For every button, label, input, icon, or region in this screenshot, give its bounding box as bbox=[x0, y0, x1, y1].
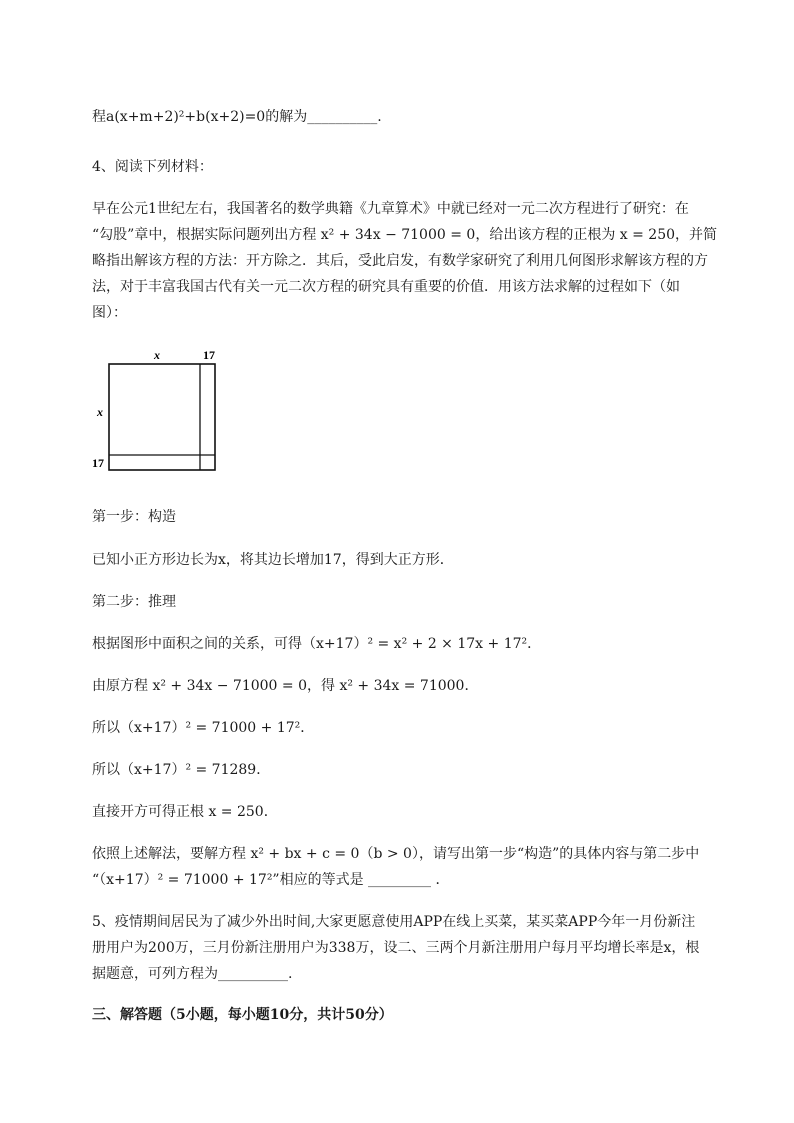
question-5-line-1: 5、疫情期间居民为了减少外出时间,大家更愿意使用APP在线上买菜，某买菜APP今年一月份新注 bbox=[92, 914, 696, 930]
step-2-therefore-1: 所以（x+17）² = 71000 + 17²． bbox=[92, 720, 315, 736]
question-4-task-line-1: 依照上述解法，要解方程 x² + bx + c = 0（b > 0），请写出第一步“构造”的具体内容与第二步中 bbox=[92, 846, 700, 862]
question-5-line-3: 据题意，可列方程为__________. bbox=[92, 966, 293, 982]
step-1-heading: 第一步：构造 bbox=[92, 509, 176, 525]
step-2-original-equation: 由原方程 x² + 34x − 71000 = 0，得 x² + 34x = 71000． bbox=[92, 678, 479, 694]
square-diagram bbox=[92, 345, 232, 475]
question-4-task-line-2: “（x+17）² = 71000 + 17²”相应的等式是 _________ ． bbox=[92, 872, 450, 888]
big-square-outline bbox=[109, 364, 215, 470]
label-top-17: 17 bbox=[203, 348, 215, 362]
step-2-therefore-2: 所以（x+17）² = 71289． bbox=[92, 762, 271, 778]
material-paragraph-line-3: 略指出解该方程的方法：开方除之．其后，受此启发，有数学家研究了利用几何图形求解该方程的方 bbox=[92, 253, 708, 269]
material-paragraph-line-1: 早在公元1世纪左右，我国著名的数学典籍《九章算术》中就已经对一元二次方程进行了研究：在 bbox=[92, 201, 689, 217]
material-paragraph-line-5: 图）： bbox=[92, 305, 127, 321]
material-paragraph-line-4: 法，对于丰富我国古代有关一元二次方程的研究具有重要的价值．用该方法求解的过程如下（如 bbox=[92, 279, 680, 295]
step-2-heading: 第二步：推理 bbox=[92, 594, 176, 610]
step-1-text: 已知小正方形边长为x，将其边长增加17，得到大正方形． bbox=[92, 552, 454, 568]
question-4-heading: 4、阅读下列材料： bbox=[92, 159, 213, 175]
section-3-heading: 三、解答题（5小题，每小题10分，共计50分） bbox=[92, 1007, 393, 1023]
step-2-root: 直接开方可得正根 x = 250． bbox=[92, 804, 278, 820]
label-left-x: x bbox=[97, 405, 103, 419]
label-left-17: 17 bbox=[92, 456, 104, 470]
label-top-x: x bbox=[154, 348, 160, 362]
material-paragraph-line-2: “勾股”章中，根据实际问题列出方程 x² + 34x − 71000 = 0，给出该方程的正根为 x = 250，并简 bbox=[92, 227, 718, 243]
step-2-relation: 根据图形中面积之间的关系，可得（x+17）² = x² + 2 × 17x + 17²． bbox=[92, 636, 542, 652]
question-5-line-2: 册用户为200万，三月份新注册用户为338万，设二、三两个月新注册用户每月平均增长率是x，根 bbox=[92, 940, 700, 956]
equation-line-1: 程a(x+m+2)²+b(x+2)=0的解为__________. bbox=[92, 109, 382, 125]
